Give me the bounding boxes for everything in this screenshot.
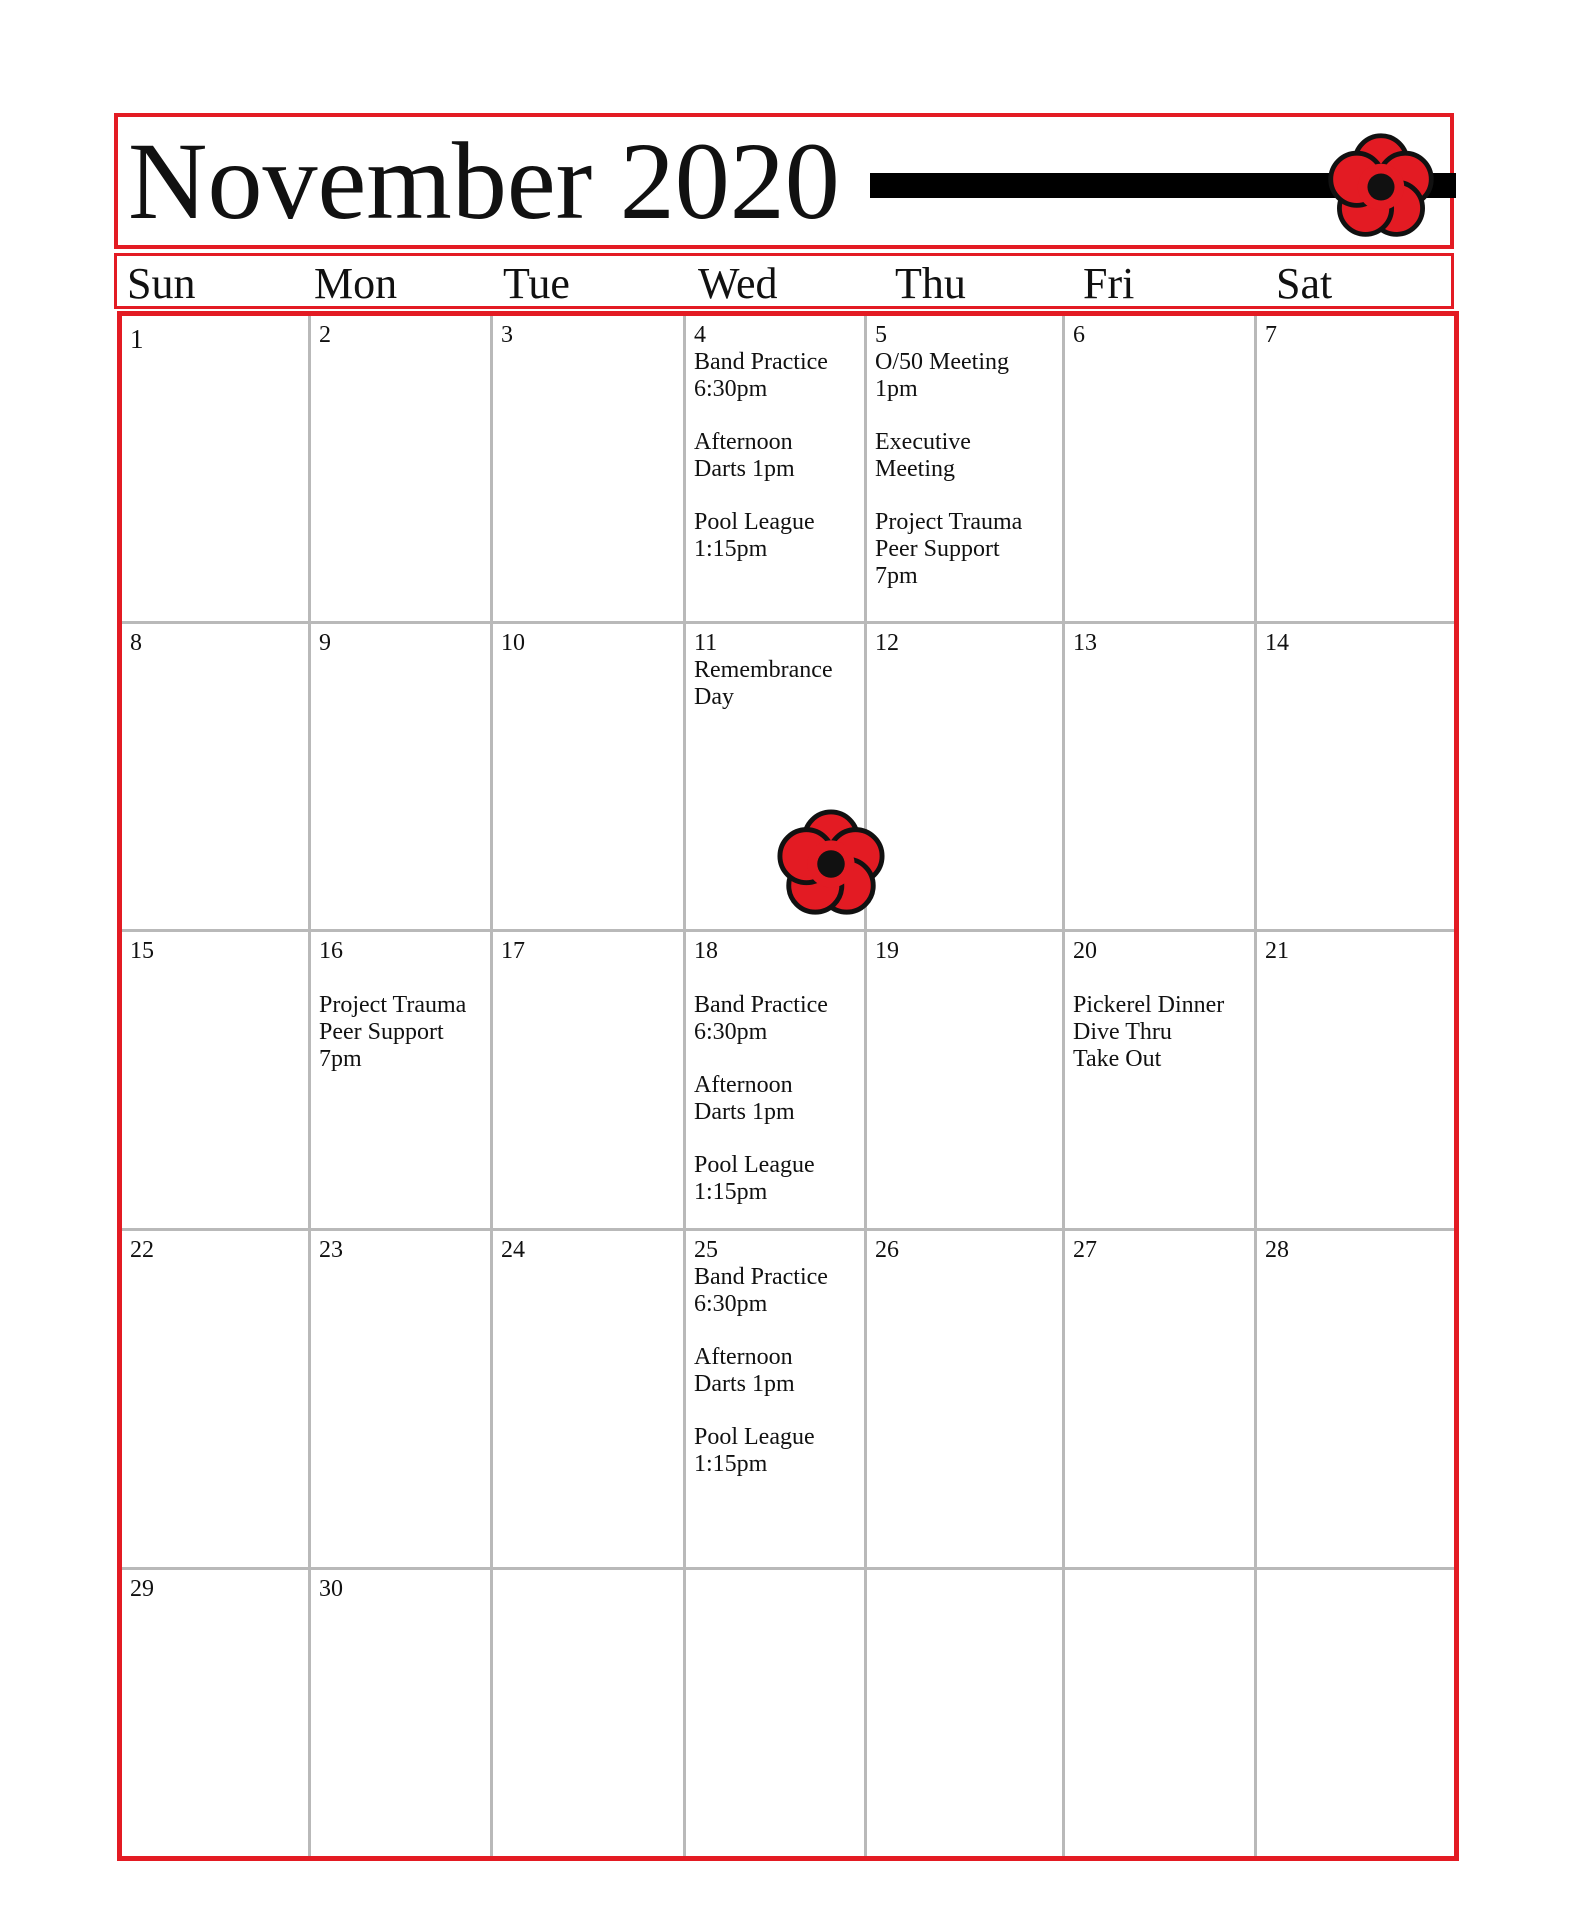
day-cell (1065, 624, 1254, 929)
day-cell (122, 1570, 308, 1856)
day-number: 17 (501, 938, 525, 964)
day-cell (493, 624, 683, 929)
event-item: Afternoon Darts 1pm (694, 429, 795, 482)
day-number: 1 (130, 324, 144, 354)
event-item: Pickerel Dinner Dive Thru Take Out (1073, 992, 1225, 1072)
day-number: 25 (694, 1237, 718, 1263)
day-cell (1065, 932, 1254, 1228)
day-cell (686, 1231, 864, 1567)
weekday-fri: Fri (1083, 259, 1135, 308)
event-list (694, 657, 833, 711)
day-cell (493, 1570, 683, 1856)
month-title-box (114, 113, 1454, 249)
event-item: Band Practice 6:30pm (694, 1264, 828, 1317)
day-number: 23 (319, 1237, 343, 1263)
day-cell (311, 1570, 490, 1856)
event-item: Band Practice 6:30pm (694, 349, 828, 402)
event-list (1073, 992, 1224, 1073)
day-cell (867, 932, 1062, 1228)
page-title: November 2020 (128, 120, 840, 242)
event-item: Afternoon Darts 1pm (694, 1344, 795, 1397)
day-cell (1065, 1570, 1254, 1856)
day-number: 16 (319, 938, 343, 964)
day-cell (122, 1231, 308, 1567)
day-number: 15 (130, 938, 154, 964)
day-number: 20 (1073, 938, 1097, 964)
poppy-icon (1323, 132, 1439, 242)
day-cell (311, 316, 490, 621)
event-item: Project Trauma Peer Support 7pm (319, 992, 467, 1072)
day-number: 19 (875, 938, 899, 964)
event-item: O/50 Meeting 1pm (875, 349, 1009, 402)
day-cell (686, 932, 864, 1228)
day-number: 30 (319, 1576, 343, 1602)
day-number: 18 (694, 938, 718, 964)
event-item: Remembrance Day (694, 657, 833, 710)
event-list (319, 992, 466, 1073)
day-cell (311, 1231, 490, 1567)
day-number: 22 (130, 1237, 154, 1263)
day-number: 26 (875, 1237, 899, 1263)
day-cell (311, 932, 490, 1228)
day-cell (493, 1231, 683, 1567)
day-number: 6 (1073, 322, 1085, 348)
weekday-wed: Wed (698, 259, 778, 308)
day-number: 9 (319, 630, 331, 656)
calendar-grid (117, 311, 1459, 1861)
day-number: 8 (130, 630, 142, 656)
weekday-sun: Sun (127, 259, 196, 308)
day-number: 11 (694, 630, 718, 656)
day-number: 24 (501, 1237, 525, 1263)
day-cell (867, 1231, 1062, 1567)
day-cell (867, 624, 1062, 929)
day-cell (311, 624, 490, 929)
poppy-petals (1331, 136, 1432, 235)
day-number: 3 (501, 322, 513, 348)
day-cell (1257, 316, 1459, 621)
day-number: 7 (1265, 322, 1277, 348)
day-cell (867, 1570, 1062, 1856)
day-cell (1065, 1231, 1254, 1567)
day-cell (493, 932, 683, 1228)
weekday-header (114, 253, 1454, 309)
day-number: 4 (694, 322, 706, 348)
event-list (694, 992, 828, 1206)
day-number: 2 (319, 322, 331, 348)
day-number: 21 (1265, 938, 1289, 964)
day-cell (1257, 932, 1459, 1228)
day-cell (1257, 1570, 1459, 1856)
event-item: Pool League 1:15pm (694, 1152, 815, 1205)
event-list (875, 349, 1022, 590)
event-item: Pool League 1:15pm (694, 509, 815, 562)
event-list (694, 1264, 828, 1478)
event-item: Afternoon Darts 1pm (694, 1072, 795, 1125)
day-number: 14 (1265, 630, 1289, 656)
day-number: 10 (501, 630, 525, 656)
event-list (694, 349, 828, 563)
day-number: 28 (1265, 1237, 1289, 1263)
day-cell (686, 316, 864, 621)
day-cell (1065, 316, 1254, 621)
event-item: Executive Meeting (875, 429, 971, 482)
weekday-mon: Mon (314, 259, 398, 308)
day-cell (493, 316, 683, 621)
weekday-thu: Thu (895, 259, 966, 308)
day-number: 13 (1073, 630, 1097, 656)
event-item: Project Trauma Peer Support 7pm (875, 509, 1023, 589)
event-item: Band Practice 6:30pm (694, 992, 828, 1045)
day-cell (1257, 1231, 1459, 1567)
day-cell (122, 316, 308, 621)
day-number: 29 (130, 1576, 154, 1602)
day-number: 5 (875, 322, 887, 348)
weekday-tue: Tue (503, 259, 570, 308)
day-number: 27 (1073, 1237, 1097, 1263)
day-cell (122, 932, 308, 1228)
day-cell (122, 624, 308, 929)
day-cell (1257, 624, 1459, 929)
weekday-sat: Sat (1276, 259, 1333, 308)
day-cell (867, 316, 1062, 621)
day-cell (686, 624, 864, 929)
day-number: 12 (875, 630, 899, 656)
event-item: Pool League 1:15pm (694, 1424, 815, 1477)
day-cell (686, 1570, 864, 1856)
